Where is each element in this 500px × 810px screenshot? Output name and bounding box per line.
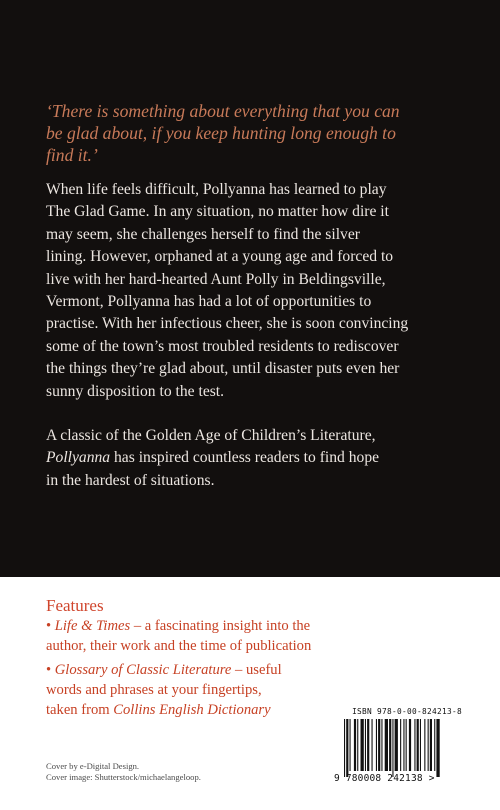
barcode-bar — [428, 719, 429, 771]
barcode-number: 9 780008 242138 > — [334, 773, 435, 784]
barcode-bar — [354, 719, 356, 771]
blurb-line: When life feels difficult, Pollyanna has learned to play — [46, 181, 387, 198]
quote-line: be glad about, if you keep hunting long enough to — [46, 123, 396, 143]
feature-text: words and phrases at your fingertips, — [46, 682, 262, 698]
barcode-bar — [420, 719, 421, 771]
barcode-bar — [409, 719, 411, 771]
blurb-line: sunny disposition to the test. — [46, 382, 225, 400]
blurb-paragraph-1 — [46, 179, 466, 403]
barcode-bar — [400, 719, 401, 771]
isbn-barcode — [334, 703, 478, 791]
blurb-line: Vermont, Pollyanna has had a lot of opportunities to — [46, 293, 372, 311]
feature-text: – a fascinating insight into the — [130, 618, 311, 634]
barcode-bar — [365, 719, 366, 771]
barcode-bar — [357, 719, 358, 771]
barcode-bar — [389, 719, 391, 771]
barcode-bar — [385, 719, 388, 771]
blurb — [46, 179, 466, 492]
features-heading: Features — [46, 596, 104, 615]
feature-text: author, their work and the time of publication — [46, 638, 312, 654]
barcode-bar — [361, 719, 364, 771]
barcode-bar — [434, 719, 435, 771]
dictionary-title: Collins English Dictionary — [113, 702, 271, 718]
barcode-bar — [367, 719, 369, 771]
quote-line: ‘There is something about everything that you can — [46, 101, 400, 121]
blurb-line: in the hardest of situations. — [46, 471, 215, 489]
barcode-bar — [430, 719, 432, 771]
barcode-bar — [414, 719, 415, 771]
blurb-line: live with her hard-hearted Aunt Polly in Beldingsville, — [46, 270, 386, 288]
barcode-bar — [381, 719, 382, 771]
barcode-bar — [392, 719, 393, 777]
barcode-bar — [372, 719, 373, 771]
barcode-bar — [346, 719, 348, 777]
book-title: Pollyanna — [46, 449, 111, 467]
blurb-line: the things they’re glad about, until disaster puts even her — [46, 360, 400, 378]
isbn-label: ISBN 978-0-00-824213-8 — [352, 707, 462, 716]
bullet-icon: • — [46, 662, 52, 678]
barcode-bar — [376, 719, 377, 771]
feature-title: Life & Times — [54, 618, 131, 634]
barcode-bar — [424, 719, 425, 771]
white-panel — [0, 577, 500, 810]
barcode-bar — [395, 719, 398, 771]
epigraph-quote — [46, 100, 466, 166]
feature-text: taken from — [46, 702, 114, 718]
blurb-line: may seem, she challenges herself to find the silver — [46, 225, 360, 243]
feature-title: Glossary of Classic Literature — [54, 662, 232, 678]
feature-item-glossary — [46, 660, 346, 720]
blurb-line: The Glad Game. In any situation, no matter how dire it — [46, 203, 389, 221]
credit-line: Cover image: Shutterstock/michaelangeloop. — [46, 772, 201, 782]
barcode-bar — [344, 719, 345, 777]
blurb-paragraph-2 — [46, 425, 466, 492]
barcode-bar — [406, 719, 407, 771]
blurb-line: A classic of the Golden Age of Children’s Literature, — [46, 427, 376, 445]
barcode-bar — [350, 719, 351, 771]
blurb-line: lining. However, orphaned at a young age and forced to — [46, 248, 394, 266]
barcode-bar — [417, 719, 419, 771]
feature-item-life-and-times — [46, 616, 346, 656]
barcode-bar — [378, 719, 380, 771]
blurb-line: some of the town’s most troubled residents to rediscover — [46, 337, 399, 355]
bullet-icon: • — [46, 618, 52, 634]
feature-text: – useful — [231, 662, 282, 678]
credit-line: Cover by e-Digital Design. — [46, 761, 140, 771]
barcode-bars — [342, 719, 472, 777]
blurb-line: practise. With her infectious cheer, she is soon convincing — [46, 315, 409, 333]
cover-credits — [46, 761, 201, 783]
barcode-bar — [436, 719, 439, 777]
barcode-bar — [403, 719, 404, 771]
quote-line: find it.’ — [46, 145, 98, 165]
blurb-line: has inspired countless readers to find hope — [110, 449, 380, 467]
